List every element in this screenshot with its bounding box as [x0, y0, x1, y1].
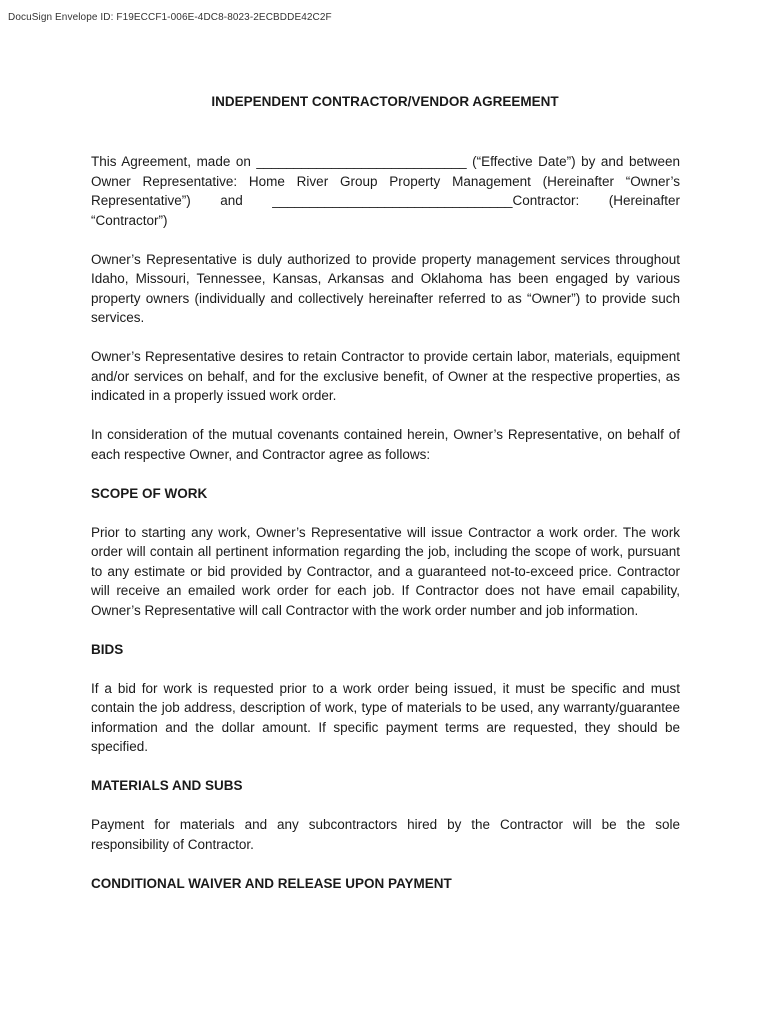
waiver-heading: CONDITIONAL WAIVER AND RELEASE UPON PAYMENT — [91, 875, 452, 891]
document-title: INDEPENDENT CONTRACTOR/VENDOR AGREEMENT — [211, 94, 559, 109]
authorization-paragraph: Owner’s Representative is duly authorized to provide property management services throughout Idaho, Missouri, Tennessee, Kansas, Arkansas and Oklahoma has been engaged by various property owners (individually and collectively hereinafter referred to as “Owner”) to provide such services. — [91, 251, 680, 325]
retain-paragraph: Owner’s Representative desires to retain Contractor to provide certain labor, materials, equipment and/or services on behalf, and for the exclusive benefit, of Owner at the respective properties, as indicated in a properly issued work order. — [91, 349, 680, 403]
materials-paragraph: Payment for materials and any subcontractors hired by the Contractor will be the sole responsibility of Contractor. — [91, 817, 680, 852]
document-body — [91, 152, 680, 913]
envelope-id: DocuSign Envelope ID: F19ECCF1-006E-4DC8-8023-2ECBDDE42C2F — [8, 12, 332, 23]
intro-paragraph: This Agreement, made on ____________________________ (“Effective Date”) by and between Owner Representative: Home River Group Property Management (Hereinafter “Owner’s Representative”) and ________________________________Contractor: (Hereinafter — [91, 154, 680, 208]
scope-heading: SCOPE OF WORK — [91, 485, 208, 501]
scope-paragraph: Prior to starting any work, Owner’s Representative will issue Contractor a work order. The work order will contain all pertinent information regarding the job, including the scope of work, pursuant to any estimate or bid provided by Contractor, and a guaranteed not-to-exceed price. Contractor will receive an emailed work order for each job. If Contractor does not have email capability, Owner’s Representative will call Contractor with the work order number and job information. — [91, 524, 680, 618]
bids-heading: BIDS — [91, 641, 124, 657]
consideration-paragraph: In consideration of the mutual covenants contained herein, Owner’s Representative, on behalf of each respective Owner, and Contractor agree as follows: — [91, 427, 680, 462]
intro-paragraph-end: “Contractor”) — [91, 212, 168, 228]
materials-heading: MATERIALS AND SUBS — [91, 778, 243, 793]
bids-paragraph: If a bid for work is requested prior to a work order being issued, it must be specific and must contain the job address, description of work, type of materials to be used, any warranty/guarantee information and the dollar amount. If specific payment terms are requested, they should be specified. — [91, 680, 680, 754]
